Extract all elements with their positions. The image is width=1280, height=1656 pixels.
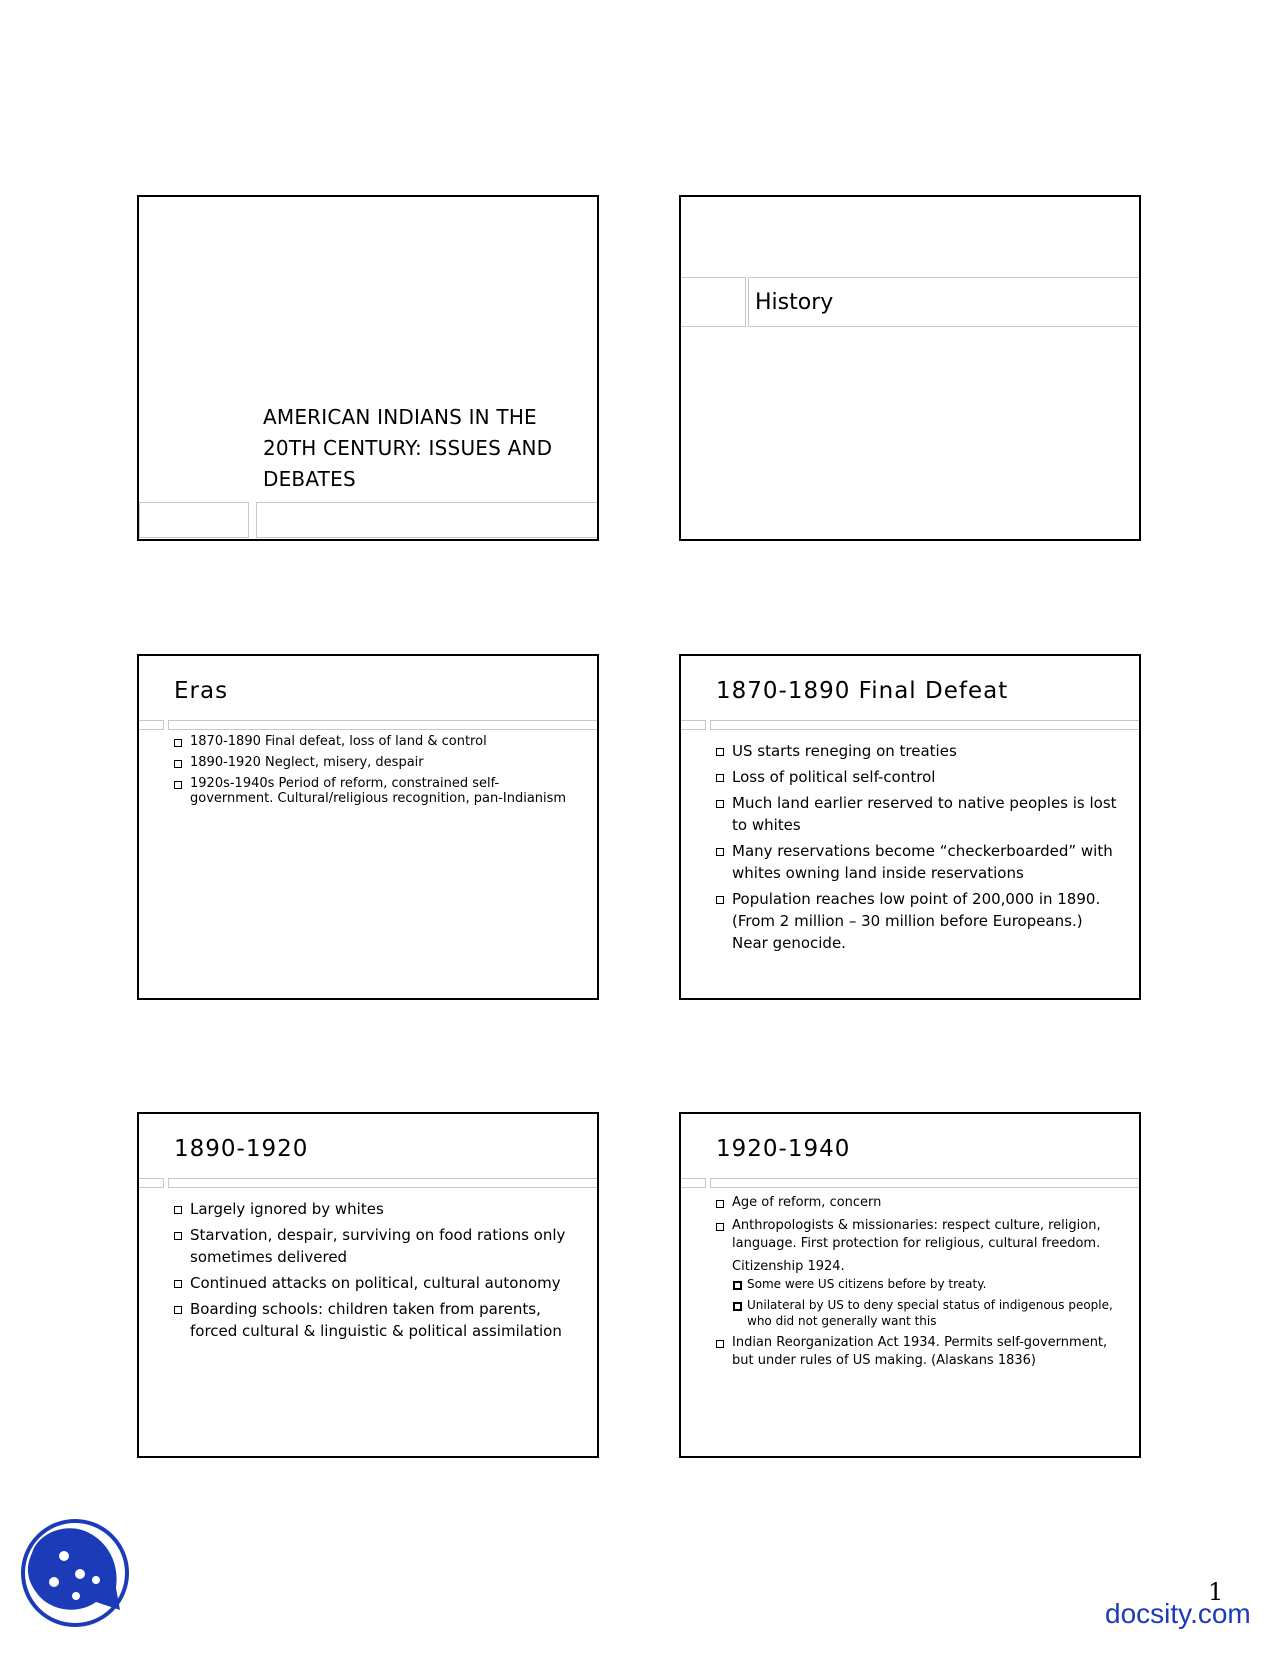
bullet-item: 1890-1920 Neglect, misery, despair <box>174 755 579 770</box>
bullet-item: Indian Reorganization Act 1934. Permits self-government, but under rules of US making. (Alaskans 1836) <box>716 1334 1121 1370</box>
presentation-title: AMERICAN INDIANS IN THE 20TH CENTURY: ISSUES AND DEBATES <box>263 405 553 491</box>
footer-box-right <box>256 502 599 538</box>
docsity-logo-icon <box>20 1518 130 1628</box>
bullet-item: Largely ignored by whites <box>174 1198 579 1220</box>
sub-bullet-list <box>732 1276 1121 1329</box>
bullet-item: Population reaches low point of 200,000 in 1890. (From 2 million – 30 million before Europeans.) Near genocide. <box>716 888 1121 954</box>
bullet-list <box>174 1198 579 1346</box>
slide-title: 1870-1890 Final Defeat <box>716 678 1009 704</box>
title-bar-right <box>710 1178 1141 1188</box>
title-bar-right <box>168 1178 599 1188</box>
slide-title: 1890-1920 <box>174 1136 309 1162</box>
title-bar-right <box>710 720 1141 730</box>
title-bar-left <box>681 1178 706 1188</box>
slide-5-1890-1920 <box>137 1112 599 1458</box>
bullet-item: Age of reform, concern <box>716 1194 1121 1212</box>
bullet-list <box>174 734 579 812</box>
footer-box-left <box>139 502 249 538</box>
bullet-item: Starvation, despair, surviving on food rations only sometimes delivered <box>174 1224 579 1268</box>
section-box-left <box>681 277 746 327</box>
bullet-item: 1870-1890 Final defeat, loss of land & control <box>174 734 579 749</box>
section-title: History <box>748 277 1141 327</box>
citizenship-text: Citizenship 1924. <box>732 1259 845 1274</box>
sub-bullet-item: Unilateral by US to deny special status of indigenous people, who did not generally want this <box>732 1297 1121 1329</box>
bullet-item: Continued attacks on political, cultural autonomy <box>174 1272 579 1294</box>
bullet-item-citizenship <box>716 1258 1121 1329</box>
bullet-list <box>716 740 1121 958</box>
brand-link[interactable]: docsity.com <box>1105 1598 1251 1629</box>
slide-title: 1920-1940 <box>716 1136 851 1162</box>
title-bar-left <box>139 1178 164 1188</box>
slide-1-title <box>137 195 599 541</box>
title-bar-left <box>139 720 164 730</box>
bullet-item: Many reservations become “checkerboarded” with whites owning land inside reservations <box>716 840 1121 884</box>
bullet-item: 1920s-1940s Period of reform, constrained self-government. Cultural/religious recognition, pan-Indianism <box>174 776 579 806</box>
slide-3-eras <box>137 654 599 1000</box>
bullet-item: Much land earlier reserved to native peoples is lost to whites <box>716 792 1121 836</box>
bullet-item: US starts reneging on treaties <box>716 740 1121 762</box>
slide-title: Eras <box>174 678 229 704</box>
page-number: 1 <box>1208 1578 1224 1606</box>
bullet-item: Loss of political self-control <box>716 766 1121 788</box>
slide-6-1920-1940 <box>679 1112 1141 1458</box>
title-bar-left <box>681 720 706 730</box>
slide-2-section <box>679 195 1141 541</box>
bullet-list <box>716 1194 1121 1375</box>
title-bar-right <box>168 720 599 730</box>
bullet-item: Anthropologists & missionaries: respect culture, religion, language. First protection for religious, cultural freedom. <box>716 1217 1121 1253</box>
sub-bullet-item: Some were US citizens before by treaty. <box>732 1276 1121 1292</box>
bullet-item: Boarding schools: children taken from parents, forced cultural & linguistic & political assimilation <box>174 1298 579 1342</box>
slide-4-final-defeat <box>679 654 1141 1000</box>
